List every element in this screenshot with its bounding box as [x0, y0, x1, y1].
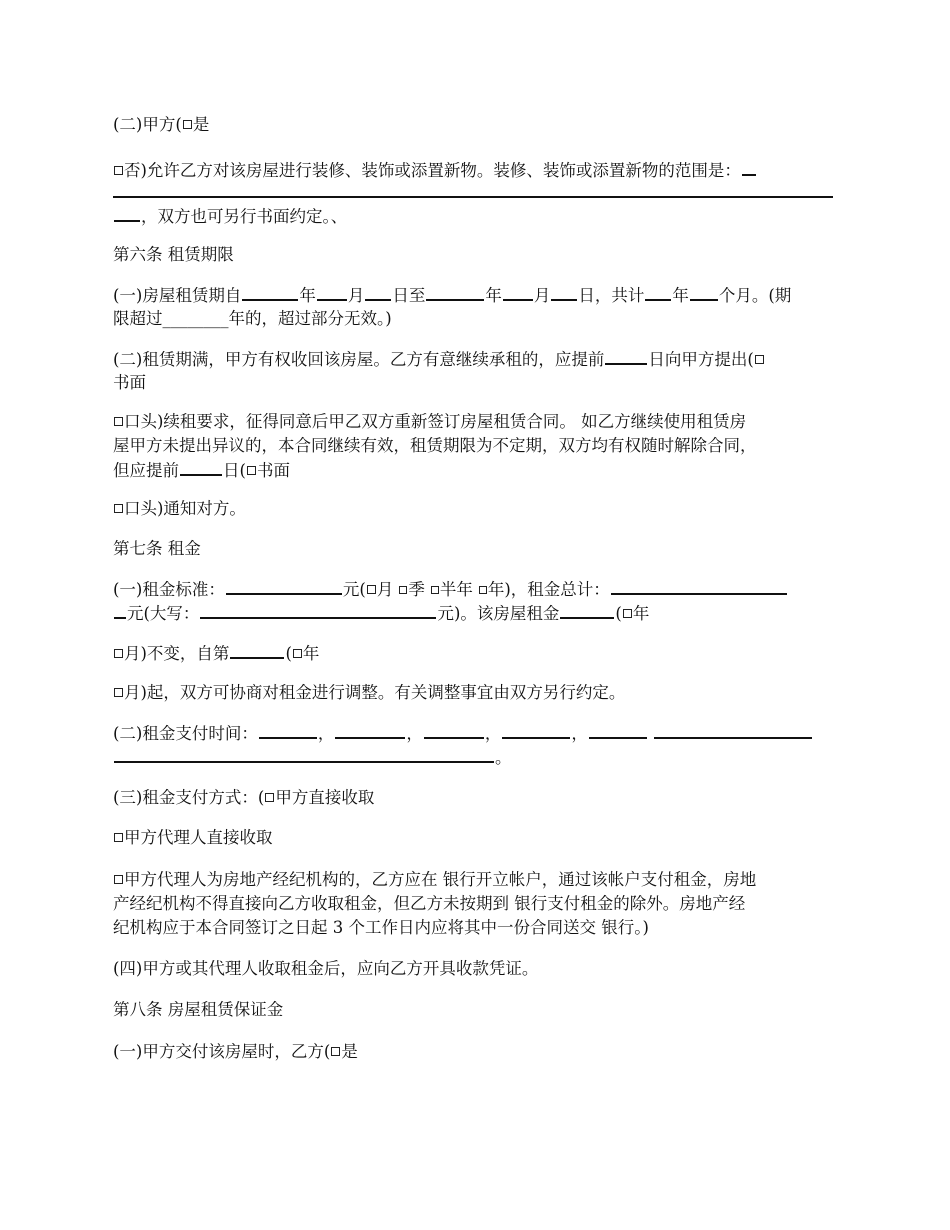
blank-field[interactable]	[742, 158, 756, 176]
blank-total-years[interactable]	[645, 283, 671, 301]
paragraph-landlord-consent: (二)甲方( 是	[113, 115, 210, 134]
blank-notice-days[interactable]	[605, 347, 647, 365]
blank-end-year[interactable]	[426, 283, 484, 301]
checkbox-landlord-direct[interactable]	[265, 793, 274, 802]
blank-rent-period[interactable]	[560, 601, 614, 619]
paragraph-payment-time-2: 。	[113, 745, 835, 770]
blank-start-year[interactable]	[242, 283, 298, 301]
checkbox-month[interactable]	[114, 649, 123, 658]
article-6-heading: 第六条 租赁期限	[113, 245, 234, 264]
checkbox-oral[interactable]	[114, 504, 123, 513]
article-7-heading: 第七条 租金	[113, 539, 201, 558]
blank-payment-date[interactable]	[335, 721, 405, 739]
blank-start-day[interactable]	[365, 283, 391, 301]
paragraph-deposit: (一)甲方交付该房屋时，乙方( 是	[113, 1042, 358, 1061]
checkbox-written[interactable]	[247, 466, 256, 475]
paragraph-rent-standard: (一)租金标准： 元( 月 季 半年 年)，租金总计：	[113, 577, 835, 602]
blank-payment-date[interactable]	[502, 721, 570, 739]
checkbox-month[interactable]	[367, 585, 376, 594]
checkbox-no[interactable]	[114, 166, 123, 175]
checkbox-year[interactable]	[623, 609, 632, 618]
blank-field[interactable]	[114, 601, 126, 619]
paragraph-agent-bank-3: 纪机构应于本合同签订之日起 3 个工作日内应将其中一份合同送交 银行。)	[113, 918, 649, 937]
blank-end-day[interactable]	[551, 283, 577, 301]
blank-line[interactable]	[113, 178, 833, 198]
article-8-heading: 第八条 房屋租赁保证金	[113, 1000, 284, 1019]
paragraph-receipt: (四)甲方或其代理人收取租金后，应向乙方开具收款凭证。	[113, 959, 539, 978]
blank-start-month[interactable]	[317, 283, 347, 301]
paragraph-lease-expiry: (二)租赁期满，甲方有权收回该房屋。乙方有意继续承租的，应提前 日向甲方提出(	[113, 347, 835, 372]
checkbox-month[interactable]	[114, 688, 123, 697]
blank-total-months[interactable]	[690, 283, 718, 301]
blank-rent-amount[interactable]	[226, 577, 342, 595]
paragraph-agent-bank-2: 产经纪机构不得直接向乙方收取租金，但乙方未按期到 银行支付租金的除外。房地产经	[113, 894, 746, 913]
paragraph-payment-time: (二)租金支付时间： ， ， ， ，	[113, 721, 835, 746]
paragraph-rent-unchanged: 月)不变，自第 ( 年	[113, 641, 835, 666]
checkbox-half-year[interactable]	[431, 586, 439, 594]
paragraph-renewal-2: 屋甲方未提出异议的，本合同继续有效，租赁期限为不定期，双方均有权随时解除合同，	[113, 436, 757, 455]
blank-payment-date[interactable]	[259, 721, 317, 739]
paragraph-agent-direct: 甲方代理人直接收取	[113, 826, 835, 850]
checkbox-agent-direct[interactable]	[114, 833, 123, 842]
blank-payment-date[interactable]	[589, 721, 647, 739]
checkbox-oral[interactable]	[114, 417, 123, 426]
checkbox-year[interactable]	[479, 586, 487, 594]
paragraph-rent-adjust: 月)起，双方可协商对租金进行调整。有关调整事宜由双方另行约定。	[113, 681, 835, 705]
paragraph-notify: 口头)通知对方。	[113, 497, 835, 521]
checkbox-yes[interactable]	[183, 120, 192, 129]
blank-end-month[interactable]	[503, 283, 533, 301]
paragraph-payment-method: (三)租金支付方式：( 甲方直接收取	[113, 788, 375, 807]
paragraph-rent-standard-2: 元(大写： 元)。该房屋租金 ( 年	[113, 601, 835, 626]
blank-adjust-period[interactable]	[230, 641, 284, 659]
paragraph-lease-expiry-2: 书面	[113, 373, 146, 392]
blank-payment-date[interactable]	[114, 745, 494, 763]
blank-payment-date[interactable]	[424, 721, 484, 739]
checkbox-year[interactable]	[293, 649, 302, 658]
checkbox-yes[interactable]	[331, 1047, 340, 1056]
paragraph-agent-bank: 甲方代理人为房地产经纪机构的，乙方应在 银行开立帐户，通过该帐户支付租金，房地	[113, 868, 835, 892]
paragraph-renewal: 口头)续租要求，征得同意后甲乙双方重新签订房屋租赁合同。 如乙方继续使用租赁房	[113, 410, 835, 434]
paragraph-lease-term-2: 限超过________年的，超过部分无效。)	[113, 309, 392, 328]
paragraph-renovation: 否)允许乙方对该房屋进行装修、装饰或添置新物。装修、装饰或添置新物的范围是：	[113, 158, 835, 183]
blank-rent-capital[interactable]	[200, 601, 436, 619]
checkbox-written[interactable]	[755, 355, 764, 364]
checkbox-agent-bank[interactable]	[114, 875, 123, 884]
paragraph-renovation-end: ，双方也可另行书面约定。、	[113, 204, 835, 229]
paragraph-lease-term: (一)房屋租赁期自 年 月 日至 年 月 日，共计 年 个月。(期	[113, 283, 835, 308]
blank-payment-date[interactable]	[654, 721, 812, 739]
checkbox-quarter[interactable]	[399, 586, 407, 594]
paragraph-renewal-3: 但应提前 日( 书面	[113, 458, 835, 483]
blank-rent-total[interactable]	[611, 577, 787, 595]
blank-termination-days[interactable]	[180, 458, 222, 476]
blank-field[interactable]	[114, 204, 140, 222]
